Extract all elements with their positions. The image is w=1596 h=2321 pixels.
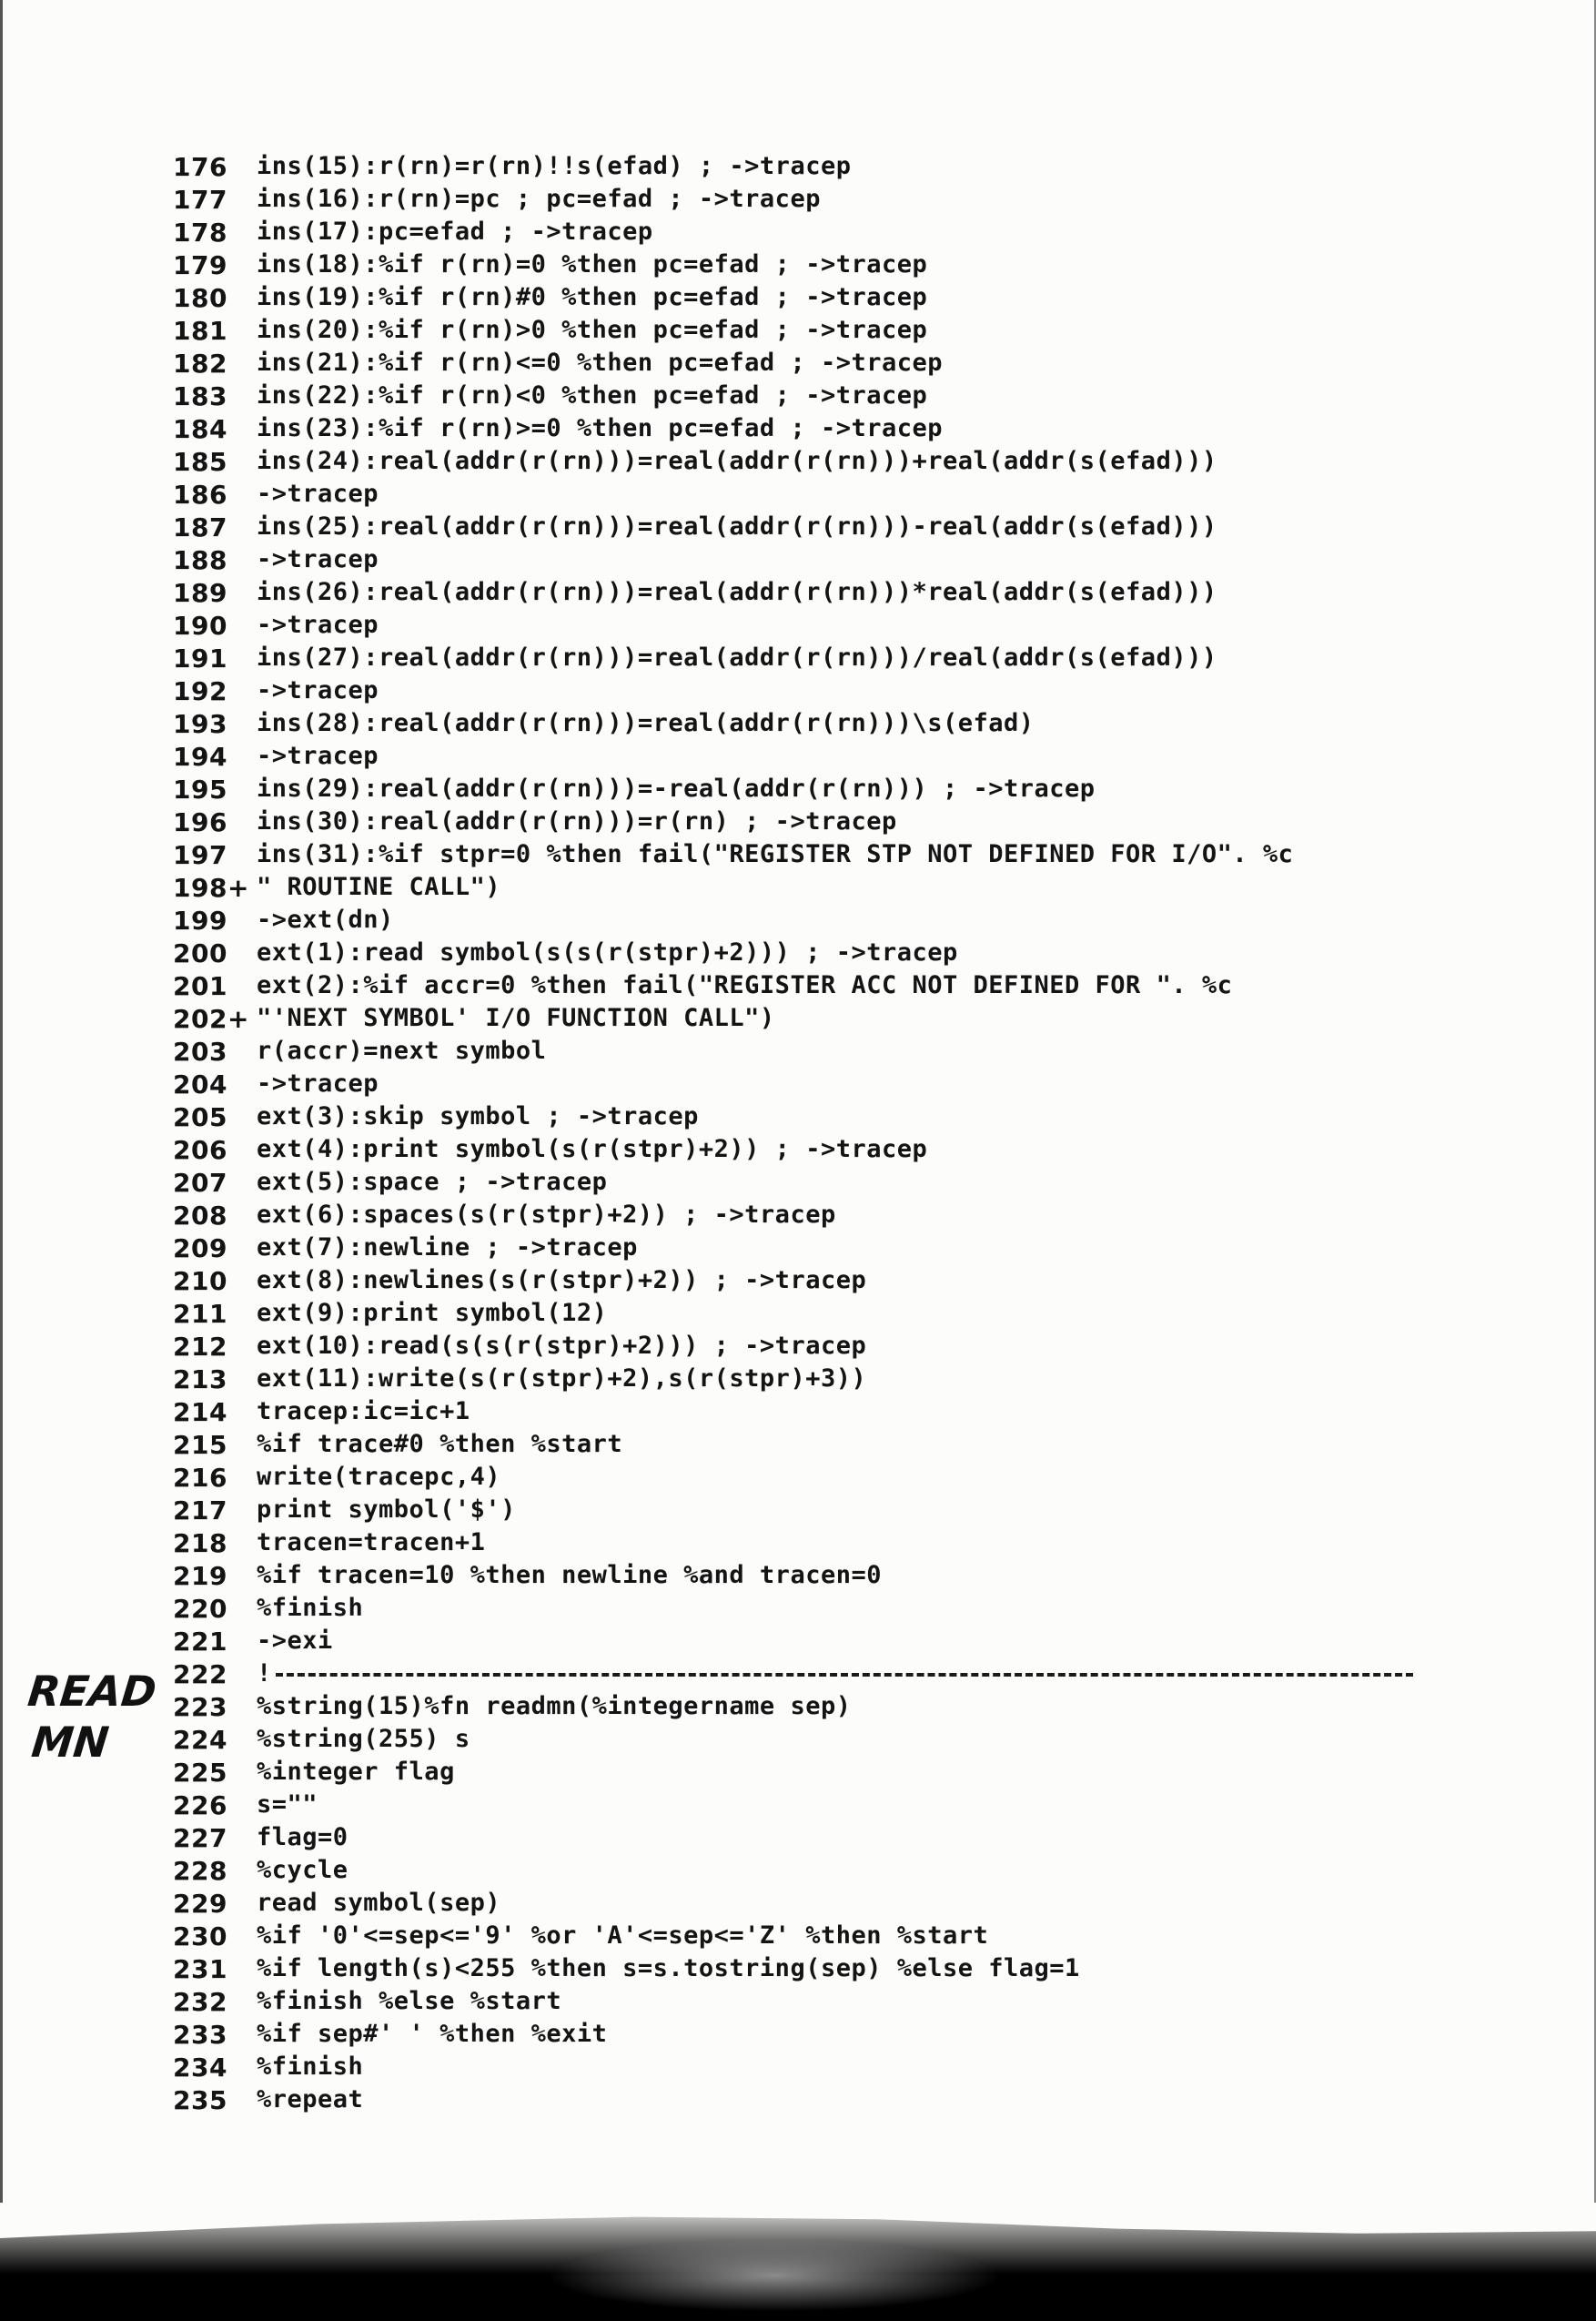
line-code: %if sep#' ' %then %exit xyxy=(257,2020,608,2048)
line-number: 179 xyxy=(173,250,227,280)
line-number: 207 xyxy=(173,1168,227,1198)
code-line xyxy=(173,1133,1465,1166)
line-number: 186 xyxy=(173,480,227,510)
code-line xyxy=(173,871,1465,904)
line-code: ins(30):real(addr(r(rn)))=r(rn) ; ->tracep xyxy=(257,807,897,836)
line-number: 231 xyxy=(173,1954,227,1984)
line-code: ins(25):real(addr(r(rn)))=real(addr(r(rn)))-real(addr(s(efad))) xyxy=(257,512,1217,541)
line-code: ext(11):write(s(r(stpr)+2),s(r(stpr)+3)) xyxy=(257,1364,867,1393)
code-line xyxy=(173,707,1465,740)
line-code: ext(10):read(s(s(r(stpr)+2))) ; ->tracep xyxy=(257,1332,867,1360)
code-line xyxy=(173,1166,1465,1199)
line-number: 184 xyxy=(173,414,227,444)
line-number: 178 xyxy=(173,218,227,248)
code-line xyxy=(173,1068,1465,1100)
line-number: 232 xyxy=(173,1987,227,2017)
line-number: 206 xyxy=(173,1135,227,1165)
code-line xyxy=(173,216,1465,248)
line-number: 211 xyxy=(173,1299,227,1329)
code-line xyxy=(173,838,1465,871)
code-line xyxy=(173,1461,1465,1494)
code-line xyxy=(173,2018,1465,2051)
code-line xyxy=(173,937,1465,969)
code-line xyxy=(173,2051,1465,2083)
line-number: 196 xyxy=(173,807,227,837)
line-code: s="" xyxy=(257,1790,318,1819)
line-number: 234 xyxy=(173,2052,227,2083)
line-code: r(accr)=next symbol xyxy=(257,1037,547,1065)
line-code: ins(28):real(addr(r(rn)))=real(addr(r(rn)))\s(efad) xyxy=(257,709,1035,737)
line-code: %finish xyxy=(257,2052,364,2081)
line-number: 217 xyxy=(173,1495,227,1525)
line-number: 204 xyxy=(173,1069,227,1100)
line-code: ins(27):real(addr(r(rn)))=real(addr(r(rn)))/real(addr(s(efad))) xyxy=(257,644,1217,672)
line-code: read symbol(sep) xyxy=(257,1889,501,1917)
line-code: %cycle xyxy=(257,1856,348,1884)
line-number: 194 xyxy=(173,742,227,772)
code-line xyxy=(173,281,1465,314)
line-number: 209 xyxy=(173,1233,227,1263)
code-line xyxy=(173,1887,1465,1920)
line-code: ins(20):%if r(rn)>0 %then pc=efad ; ->tracep xyxy=(257,316,928,344)
code-line xyxy=(173,478,1465,511)
line-code: tracen=tracen+1 xyxy=(257,1528,486,1556)
code-line xyxy=(173,576,1465,609)
line-number: 183 xyxy=(173,381,227,411)
line-code: ->tracep xyxy=(257,545,379,573)
line-number: 215 xyxy=(173,1430,227,1460)
line-code: ins(22):%if r(rn)<0 %then pc=efad ; ->tracep xyxy=(257,381,928,410)
line-number: 202+ xyxy=(173,1004,249,1034)
code-line xyxy=(173,2083,1465,2116)
line-number: 223 xyxy=(173,1692,227,1722)
line-code: ->ext(dn) xyxy=(257,906,394,934)
code-line xyxy=(173,1297,1465,1330)
line-code: ins(29):real(addr(r(rn)))=-real(addr(r(rn))) ; ->tracep xyxy=(257,775,1096,803)
page-left-edge xyxy=(0,0,3,2203)
line-number: 228 xyxy=(173,1856,227,1886)
line-number: 182 xyxy=(173,349,227,379)
code-line xyxy=(173,1952,1465,1985)
line-code: ext(3):skip symbol ; ->tracep xyxy=(257,1102,699,1130)
line-code: ins(19):%if r(rn)#0 %then pc=efad ; ->tracep xyxy=(257,283,928,311)
line-code: ->tracep xyxy=(257,611,379,639)
code-line xyxy=(173,1395,1465,1428)
line-code: ext(5):space ; ->tracep xyxy=(257,1168,608,1196)
line-number: 221 xyxy=(173,1627,227,1657)
line-code: %repeat xyxy=(257,2085,364,2113)
line-code: %finish xyxy=(257,1594,364,1622)
code-line xyxy=(173,674,1465,707)
code-line xyxy=(173,1231,1465,1264)
code-line xyxy=(173,1920,1465,1952)
line-code: ins(15):r(rn)=r(rn)!!s(efad) ; ->tracep xyxy=(257,152,852,180)
code-line xyxy=(173,183,1465,216)
line-code: flag=0 xyxy=(257,1823,348,1851)
line-number: 197 xyxy=(173,840,227,870)
line-code: ! xyxy=(257,1659,1413,1688)
line-code: ->tracep xyxy=(257,1069,379,1098)
code-line xyxy=(173,1494,1465,1526)
line-code: ->exi xyxy=(257,1627,333,1655)
handwritten-annotation xyxy=(20,1666,158,1768)
code-line xyxy=(173,1100,1465,1133)
line-number: 185 xyxy=(173,447,227,477)
line-number: 180 xyxy=(173,283,227,313)
line-number: 214 xyxy=(173,1397,227,1427)
line-number: 199 xyxy=(173,906,227,936)
code-line xyxy=(173,1363,1465,1395)
line-code: ->tracep xyxy=(257,480,379,508)
code-line xyxy=(173,1035,1465,1068)
code-line xyxy=(173,1199,1465,1231)
code-line xyxy=(173,773,1465,806)
line-code: write(tracepc,4) xyxy=(257,1463,501,1491)
line-number: 176 xyxy=(173,152,227,182)
code-line xyxy=(173,1657,1465,1690)
code-line xyxy=(173,806,1465,838)
line-code: "'NEXT SYMBOL' I/O FUNCTION CALL") xyxy=(257,1004,775,1032)
line-code: ->tracep xyxy=(257,676,379,704)
code-line xyxy=(173,1526,1465,1559)
line-number: 187 xyxy=(173,512,227,542)
line-code: %if trace#0 %then %start xyxy=(257,1430,623,1458)
line-number: 188 xyxy=(173,545,227,575)
code-line xyxy=(173,1985,1465,2018)
line-code: tracep:ic=ic+1 xyxy=(257,1397,470,1425)
line-number: 219 xyxy=(173,1561,227,1591)
line-number: 208 xyxy=(173,1201,227,1231)
line-number: 193 xyxy=(173,709,227,739)
line-code: ins(18):%if r(rn)=0 %then pc=efad ; ->tracep xyxy=(257,250,928,279)
line-number: 203 xyxy=(173,1037,227,1067)
line-code: %if '0'<=sep<='9' %or 'A'<=sep<='Z' %then %start xyxy=(257,1921,989,1950)
line-code: ext(7):newline ; ->tracep xyxy=(257,1233,638,1262)
line-number: 192 xyxy=(173,676,227,706)
line-number: 220 xyxy=(173,1594,227,1624)
line-number: 198+ xyxy=(173,873,249,903)
line-number: 190 xyxy=(173,611,227,641)
line-number: 233 xyxy=(173,2020,227,2050)
code-line xyxy=(173,1789,1465,1821)
dashed-separator xyxy=(276,1673,1413,1677)
code-line xyxy=(173,1002,1465,1035)
line-code: %integer flag xyxy=(257,1758,455,1786)
line-number: 212 xyxy=(173,1332,227,1362)
code-listing xyxy=(173,150,1465,2116)
annotation-line-2: MN xyxy=(29,1718,112,1767)
line-number: 218 xyxy=(173,1528,227,1558)
line-code: ext(6):spaces(s(r(stpr)+2)) ; ->tracep xyxy=(257,1201,836,1229)
line-number: 181 xyxy=(173,316,227,346)
line-code: ins(21):%if r(rn)<=0 %then pc=efad ; ->tracep xyxy=(257,349,943,377)
line-number: 235 xyxy=(173,2085,227,2115)
code-line xyxy=(173,1723,1465,1756)
line-number: 201 xyxy=(173,971,227,1001)
line-code: ins(24):real(addr(r(rn)))=real(addr(r(rn)))+real(addr(s(efad))) xyxy=(257,447,1217,475)
code-line xyxy=(173,1330,1465,1363)
line-code: ins(26):real(addr(r(rn)))=real(addr(r(rn)))*real(addr(s(efad))) xyxy=(257,578,1217,606)
code-line xyxy=(173,1756,1465,1789)
line-code: " ROUTINE CALL") xyxy=(257,873,501,901)
line-number: 216 xyxy=(173,1463,227,1493)
annotation-line-1: READ xyxy=(25,1667,159,1716)
code-line xyxy=(173,1854,1465,1887)
code-line xyxy=(173,1625,1465,1657)
line-code: ext(2):%if accr=0 %then fail("REGISTER ACC NOT DEFINED FOR ". %c xyxy=(257,971,1233,999)
line-code: ins(31):%if stpr=0 %then fail("REGISTER STP NOT DEFINED FOR I/O". %c xyxy=(257,840,1294,868)
code-line xyxy=(173,511,1465,543)
code-line xyxy=(173,314,1465,347)
code-line xyxy=(173,543,1465,576)
line-code: %if length(s)<255 %then s=s.tostring(sep) %else flag=1 xyxy=(257,1954,1080,1982)
line-code: ext(1):read symbol(s(s(r(stpr)+2))) ; ->tracep xyxy=(257,938,958,967)
line-number: 200 xyxy=(173,938,227,968)
code-line xyxy=(173,969,1465,1002)
line-number: 229 xyxy=(173,1889,227,1919)
line-number: 222 xyxy=(173,1659,227,1689)
line-number: 210 xyxy=(173,1266,227,1296)
line-code: %finish %else %start xyxy=(257,1987,562,2015)
line-code: ins(16):r(rn)=pc ; pc=efad ; ->tracep xyxy=(257,185,821,213)
line-code: %string(15)%fn readmn(%integername sep) xyxy=(257,1692,852,1720)
code-line xyxy=(173,1592,1465,1625)
line-number: 205 xyxy=(173,1102,227,1132)
code-line xyxy=(173,1821,1465,1854)
code-line xyxy=(173,347,1465,380)
code-line xyxy=(173,380,1465,412)
code-line xyxy=(173,609,1465,642)
line-number: 230 xyxy=(173,1921,227,1951)
code-line xyxy=(173,904,1465,937)
line-number: 191 xyxy=(173,644,227,674)
line-code: ins(23):%if r(rn)>=0 %then pc=efad ; ->tracep xyxy=(257,414,943,442)
line-code: ins(17):pc=efad ; ->tracep xyxy=(257,218,653,246)
line-number: 213 xyxy=(173,1364,227,1394)
line-code: ->tracep xyxy=(257,742,379,770)
line-number: 177 xyxy=(173,185,227,215)
code-line xyxy=(173,1559,1465,1592)
code-line xyxy=(173,445,1465,478)
line-number: 225 xyxy=(173,1758,227,1788)
code-line xyxy=(173,150,1465,183)
code-line xyxy=(173,1428,1465,1461)
code-line xyxy=(173,412,1465,445)
line-number: 227 xyxy=(173,1823,227,1853)
line-code: ext(9):print symbol(12) xyxy=(257,1299,608,1327)
line-number: 226 xyxy=(173,1790,227,1820)
line-code: print symbol('$') xyxy=(257,1495,516,1524)
code-line xyxy=(173,248,1465,281)
line-number: 195 xyxy=(173,775,227,805)
line-number: 224 xyxy=(173,1725,227,1755)
code-line xyxy=(173,1264,1465,1297)
line-code: ext(8):newlines(s(r(stpr)+2)) ; ->tracep xyxy=(257,1266,867,1294)
code-line xyxy=(173,740,1465,773)
line-code: %if tracen=10 %then newline %and tracen=0 xyxy=(257,1561,882,1589)
scan-bottom-glare xyxy=(546,2239,1001,2312)
line-code: ext(4):print symbol(s(r(stpr)+2)) ; ->tracep xyxy=(257,1135,928,1163)
code-line xyxy=(173,642,1465,674)
code-line xyxy=(173,1690,1465,1723)
line-code: %string(255) s xyxy=(257,1725,470,1753)
line-number: 189 xyxy=(173,578,227,608)
